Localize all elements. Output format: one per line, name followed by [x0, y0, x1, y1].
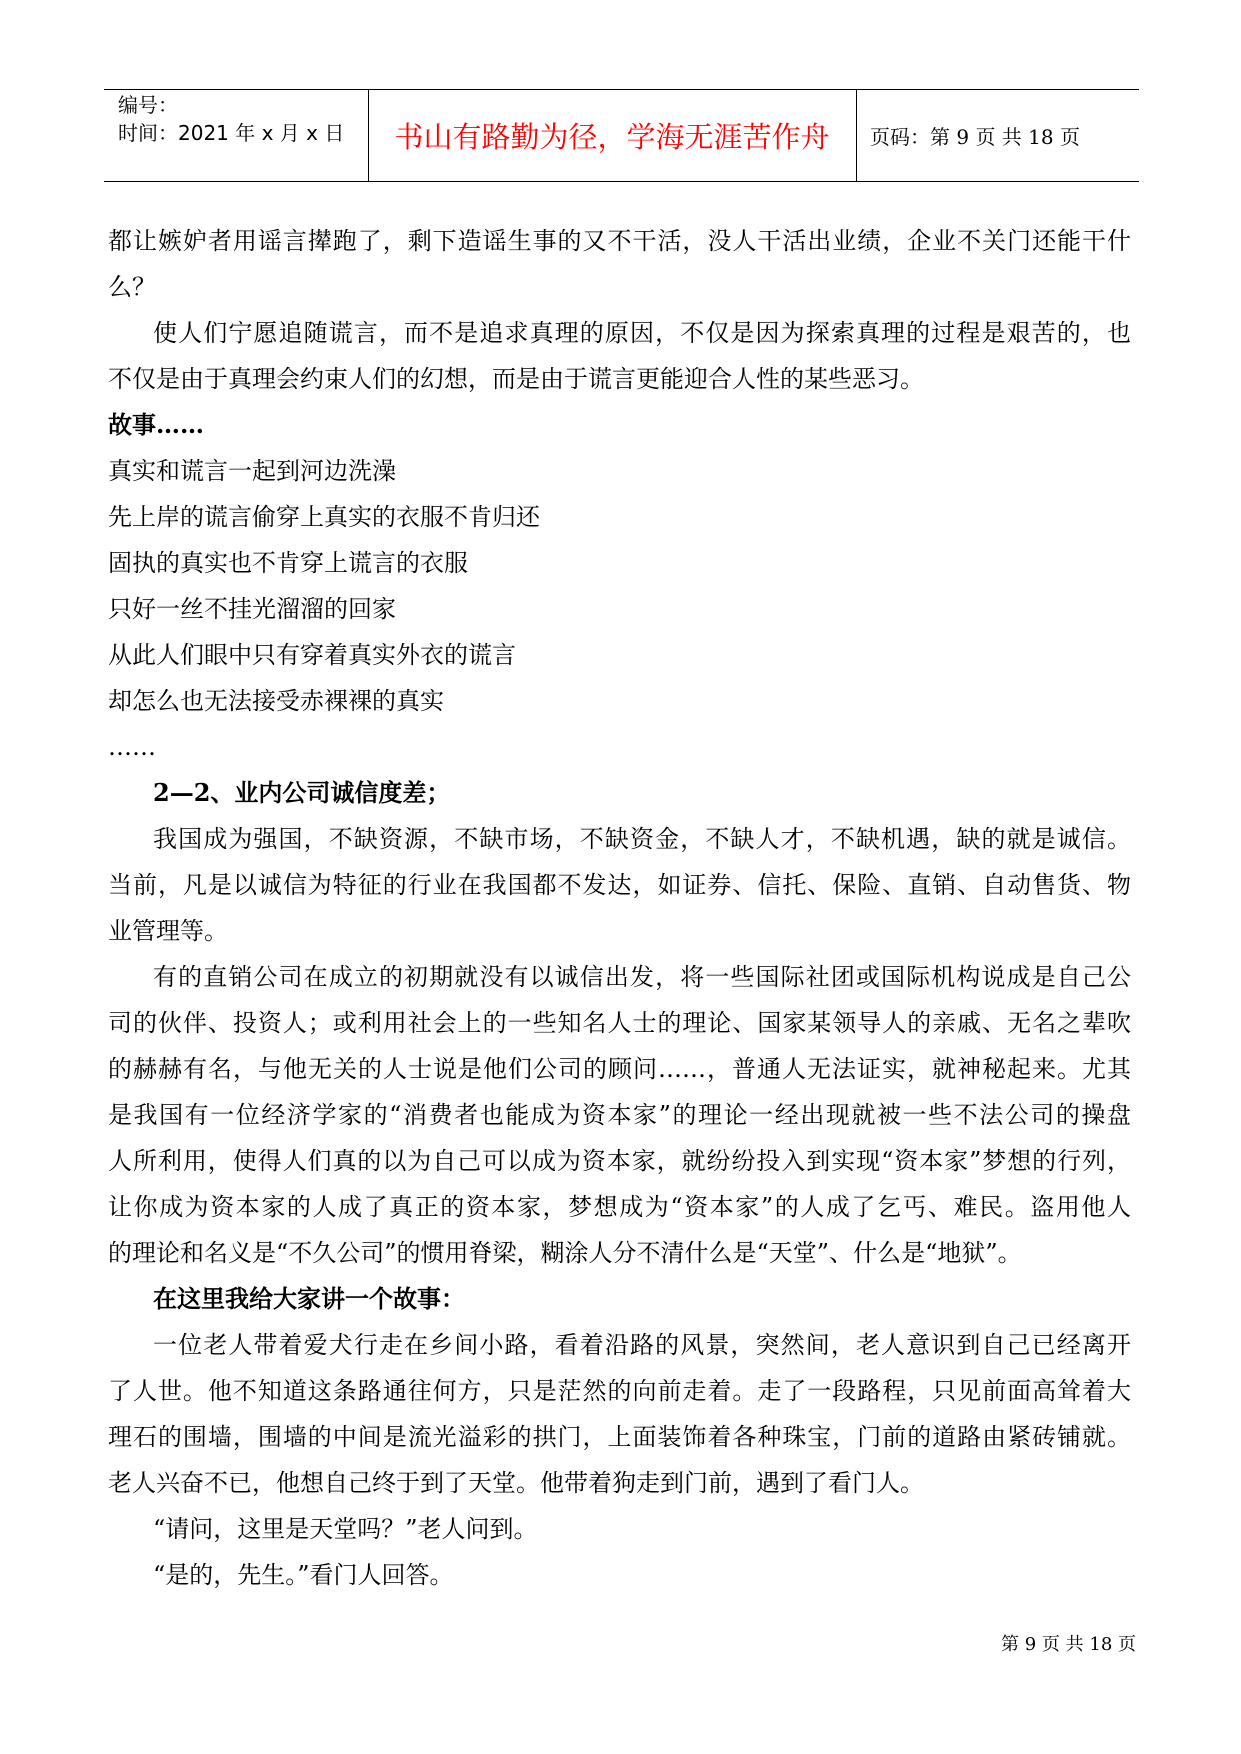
paragraph	[108, 954, 1131, 1276]
body-line: 老人兴奋不已，他想自己终于到了天堂。他带着狗走到门前，遇到了看门人。	[108, 1469, 924, 1497]
body-line: 不仅是由于真理会约束人们的幻想，而是由于谎言更能迎合人性的某些恶习。	[108, 365, 924, 393]
body-line: 了人世。他不知道这条路通往何方，只是茫然的向前走着。走了一段路程，只见前面高耸着大	[108, 1377, 1131, 1405]
body-line: 的赫赫有名，与他无关的人士说是他们公司的顾问……，普通人无法证实，就神秘起来。尤其	[108, 1055, 1131, 1083]
body-line: 司的伙伴、投资人；或利用社会上的一些知名人士的理论、国家某领导人的亲戚、无名之辈吹	[108, 1009, 1131, 1037]
page-footer-number: 第 9 页 共 18 页	[1001, 1634, 1136, 1655]
body-line: 我国成为强国，不缺资源，不缺市场，不缺资金，不缺人才，不缺机遇，缺的就是诚信。	[153, 825, 1131, 853]
body-line: 一位老人带着爱犬行走在乡间小路，看着沿路的风景，突然间，老人意识到自己已经离开	[153, 1331, 1131, 1359]
paragraph	[108, 218, 1131, 310]
document-body	[108, 218, 1131, 1598]
header-page-info: 页码：第 9 页 共 18 页	[870, 125, 1080, 149]
paragraph	[108, 1322, 1131, 1506]
body-line: 有的直销公司在成立的初期就没有以诚信出发，将一些国际社团或国际机构说成是自己公	[153, 963, 1131, 991]
body-line: 业管理等。	[108, 917, 228, 945]
dialogue-line: “请问，这里是天堂吗？”老人问到。	[153, 1515, 538, 1543]
body-line: 理石的围墙，围墙的中间是流光溢彩的拱门，上面装饰着各种珠宝，门前的道路由紧砖铺就。	[108, 1423, 1131, 1451]
body-line: 使人们宁愿追随谎言，而不是追求真理的原因，不仅是因为探索真理的过程是艰苦的，也	[153, 319, 1131, 347]
time-label: 时间：2021 年 x 月 x 日	[118, 121, 345, 145]
verse-line: 固执的真实也不肯穿上谎言的衣服	[108, 549, 468, 577]
body-line: 当前，凡是以诚信为特征的行业在我国都不发达，如证券、信托、保险、直销、自动售货、物	[108, 871, 1131, 899]
verse-line: 只好一丝不挂光溜溜的回家	[108, 595, 396, 623]
document-header	[104, 89, 1139, 182]
verse-line: 先上岸的谎言偷穿上真实的衣服不肯归还	[108, 503, 540, 531]
body-line: 让你成为资本家的人成了真正的资本家，梦想成为“资本家”的人成了乞丐、难民。盗用他人	[108, 1193, 1131, 1221]
dialogue-line: “是的，先生。”看门人回答。	[153, 1561, 454, 1589]
story-verse	[108, 448, 1131, 770]
body-line: 都让嫉妒者用谣言撵跑了，剩下造谣生事的又不干活，没人干活出业绩，企业不关门还能干什	[108, 227, 1131, 255]
body-line: 么？	[108, 273, 156, 301]
section-heading: 2—2、业内公司诚信度差；	[153, 778, 451, 807]
body-line: 是我国有一位经济学家的“消费者也能成为资本家”的理论一经出现就被一些不法公司的操盘	[108, 1101, 1131, 1129]
verse-line: 真实和谎言一起到河边洗澡	[108, 457, 396, 485]
section-heading: 在这里我给大家讲一个故事：	[153, 1284, 465, 1313]
body-line: 的理论和名义是“不久公司”的惯用脊梁，糊涂人分不清什么是“天堂”、什么是“地狱”。	[108, 1239, 1022, 1267]
paragraph	[108, 816, 1131, 954]
verse-ellipsis: ……	[108, 733, 156, 761]
serial-number-label: 编号：	[118, 93, 178, 117]
verse-line: 却怎么也无法接受赤裸裸的真实	[108, 687, 444, 715]
header-meta-cell	[118, 91, 344, 147]
header-motto: 书山有路勤为径，学海无涯苦作舟	[394, 120, 830, 154]
paragraph	[108, 310, 1131, 402]
body-line: 人所利用，使得人们真的以为自己可以成为资本家，就纷纷投入到实现“资本家”梦想的行列，	[108, 1147, 1131, 1175]
verse-line: 从此人们眼中只有穿着真实外衣的谎言	[108, 641, 516, 669]
section-heading: 故事……	[108, 410, 204, 439]
